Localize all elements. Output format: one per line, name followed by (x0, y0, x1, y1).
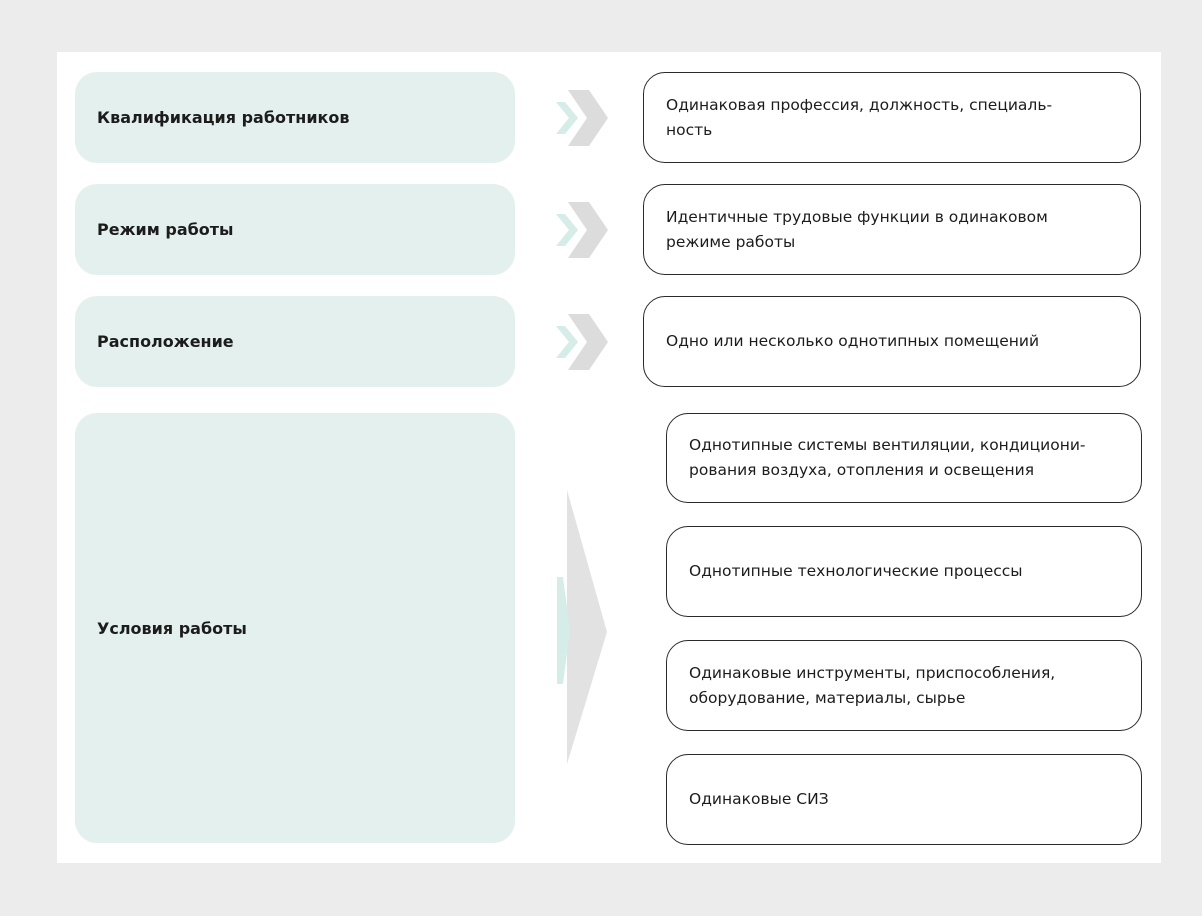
criterion-text: Одинаковая профессия, должность, специаль- ность (666, 95, 1053, 139)
category-label: Квалификация работников (97, 108, 350, 127)
category-label: Условия работы (97, 618, 247, 638)
criterion-text: Одно или несколько однотипных помещений (666, 332, 1040, 351)
criterion-text: Идентичные трудовые функции в одинаковом режиме работы (666, 207, 1048, 251)
category-label: Режим работы (97, 220, 234, 239)
chevron-right-icon (556, 202, 608, 258)
criterion-box (666, 640, 1142, 731)
criterion-box (666, 413, 1142, 503)
chevron-right-icon (556, 314, 608, 370)
chevron-right-icon (556, 90, 608, 146)
category-label: Расположение (97, 332, 234, 351)
criterion-text: Одинаковые СИЗ (689, 790, 829, 809)
criterion-box (643, 184, 1141, 275)
criterion-box (643, 296, 1141, 387)
criterion-text: Одинаковые инструменты, приспособления, оборудование, материалы, сырье (689, 663, 1056, 707)
criterion-box (666, 526, 1142, 617)
diagram-panel (57, 52, 1161, 863)
criterion-text: Однотипные технологические процессы (689, 562, 1023, 581)
criterion-box (666, 754, 1142, 845)
criterion-text: Однотипные системы вентиляции, кондициони- рования воздуха, отопления и освещения (689, 436, 1086, 479)
chevron-right-icon (557, 490, 607, 764)
criterion-box (643, 72, 1141, 163)
